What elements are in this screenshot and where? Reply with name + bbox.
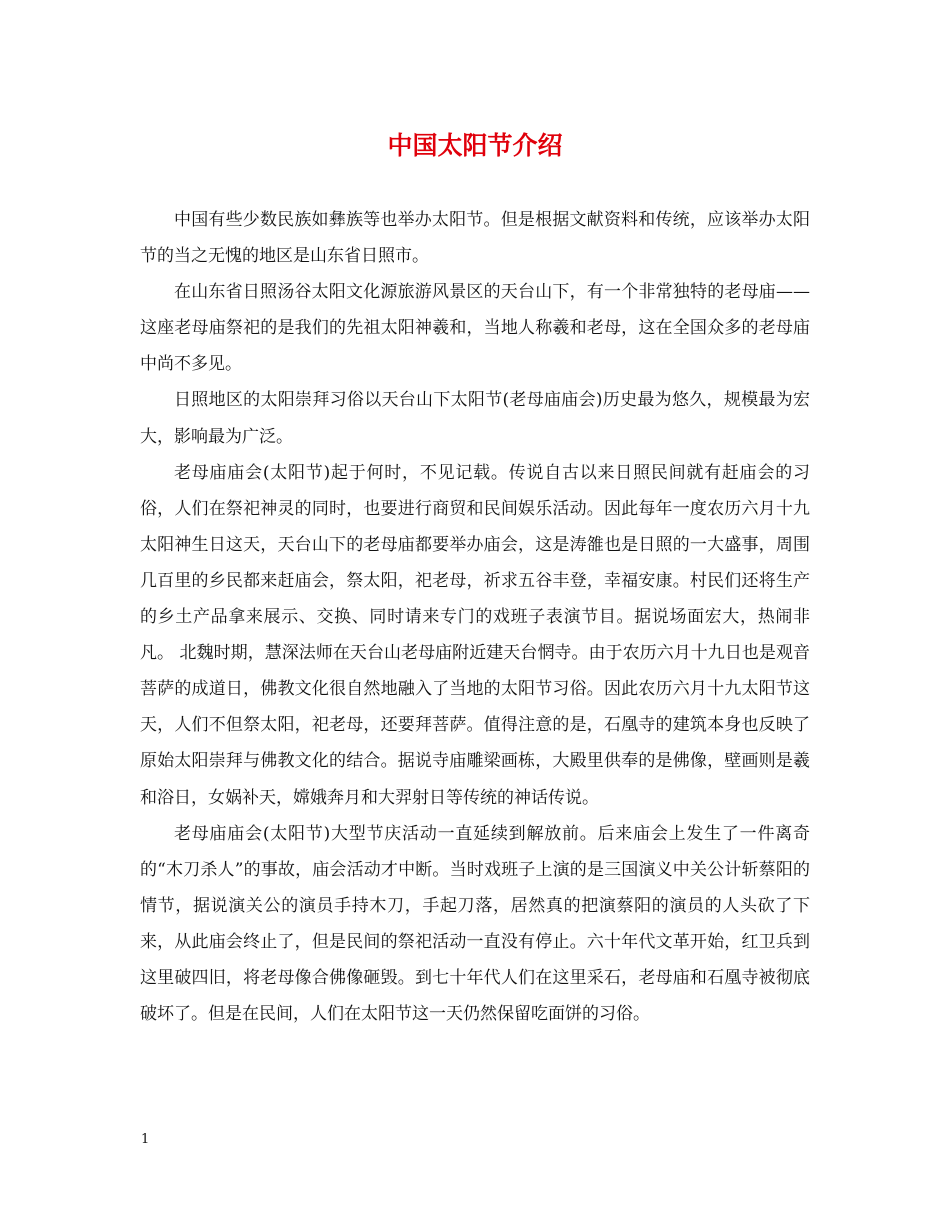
paragraph: 中国有些少数民族如彝族等也举办太阳节。但是根据文献资料和传统，应该举办太阳节的当之无愧的地区是山东省日照市。 — [140, 210, 810, 267]
paragraph: 日照地区的太阳崇拜习俗以天台山下太阳节(老母庙庙会)历史最为悠久，规模最为宏大，影响最为广泛。 — [140, 390, 810, 447]
paragraph: 老母庙庙会(太阳节)大型节庆活动一直延续到解放前。后来庙会上发生了一件离奇的“木刀杀人”的事故，庙会活动才中断。当时戏班子上演的是三国演义中关公计斩蔡阳的情节，据说演关公的演员手持木刀，手起刀落，居然真的把演蔡阳的演员的人头砍了下来，从此庙会终止了，但是民间的祭祀活动一直没有停止。六十年代文革开始，红卫兵到这里破四旧，将老母像合佛像砸毁。到七十年代人们在这里采石，老母庙和石凰寺被彻底破坏了。但是在民间，人们在太阳节这一天仍然保留吃面饼的习俗。 — [140, 823, 810, 1025]
document-title: 中国太阳节介绍 — [387, 131, 563, 160]
paragraph: 老母庙庙会(太阳节)起于何时，不见记载。传说自古以来日照民间就有赶庙会的习俗，人们在祭祀神灵的同时，也要进行商贸和民间娱乐活动。因此每年一度农历六月十九太阳神生日这天，天台山下的老母庙都要举办庙会，这是涛雒也是日照的一大盛事，周围几百里的乡民都来赶庙会，祭太阳，祀老母，祈求五谷丰登，幸福安康。村民们还将生产的乡土产品拿来展示、交换、同时请来专门的戏班子表演节目。据说场面宏大，热闹非凡。 北魏时期，慧深法师在天台山老母庙附近建天台惘寺。由于农历六月十九日也是观音菩萨的成道日，佛教文化很自然地融入了当地的太阳节习俗。因此农历六月十九太阳节这天，人们不但祭太阳，祀老母，还要拜菩萨。值得注意的是，石凰寺的建筑本身也反映了原始太阳崇拜与佛教文化的结合。据说寺庙雕梁画栋，大殿里供奉的是佛像，壁画则是羲和浴日，女娲补天，嫦娥奔月和大羿射日等传统的神话传说。 — [140, 462, 810, 808]
page-number: 1 — [141, 1132, 150, 1147]
paragraph: 在山东省日照汤谷太阳文化源旅游风景区的天台山下，有一个非常独特的老母庙——这座老母庙祭祀的是我们的先祖太阳神羲和，当地人称羲和老母，这在全国众多的老母庙中尚不多见。 — [140, 282, 810, 375]
document-body — [140, 202, 810, 1032]
